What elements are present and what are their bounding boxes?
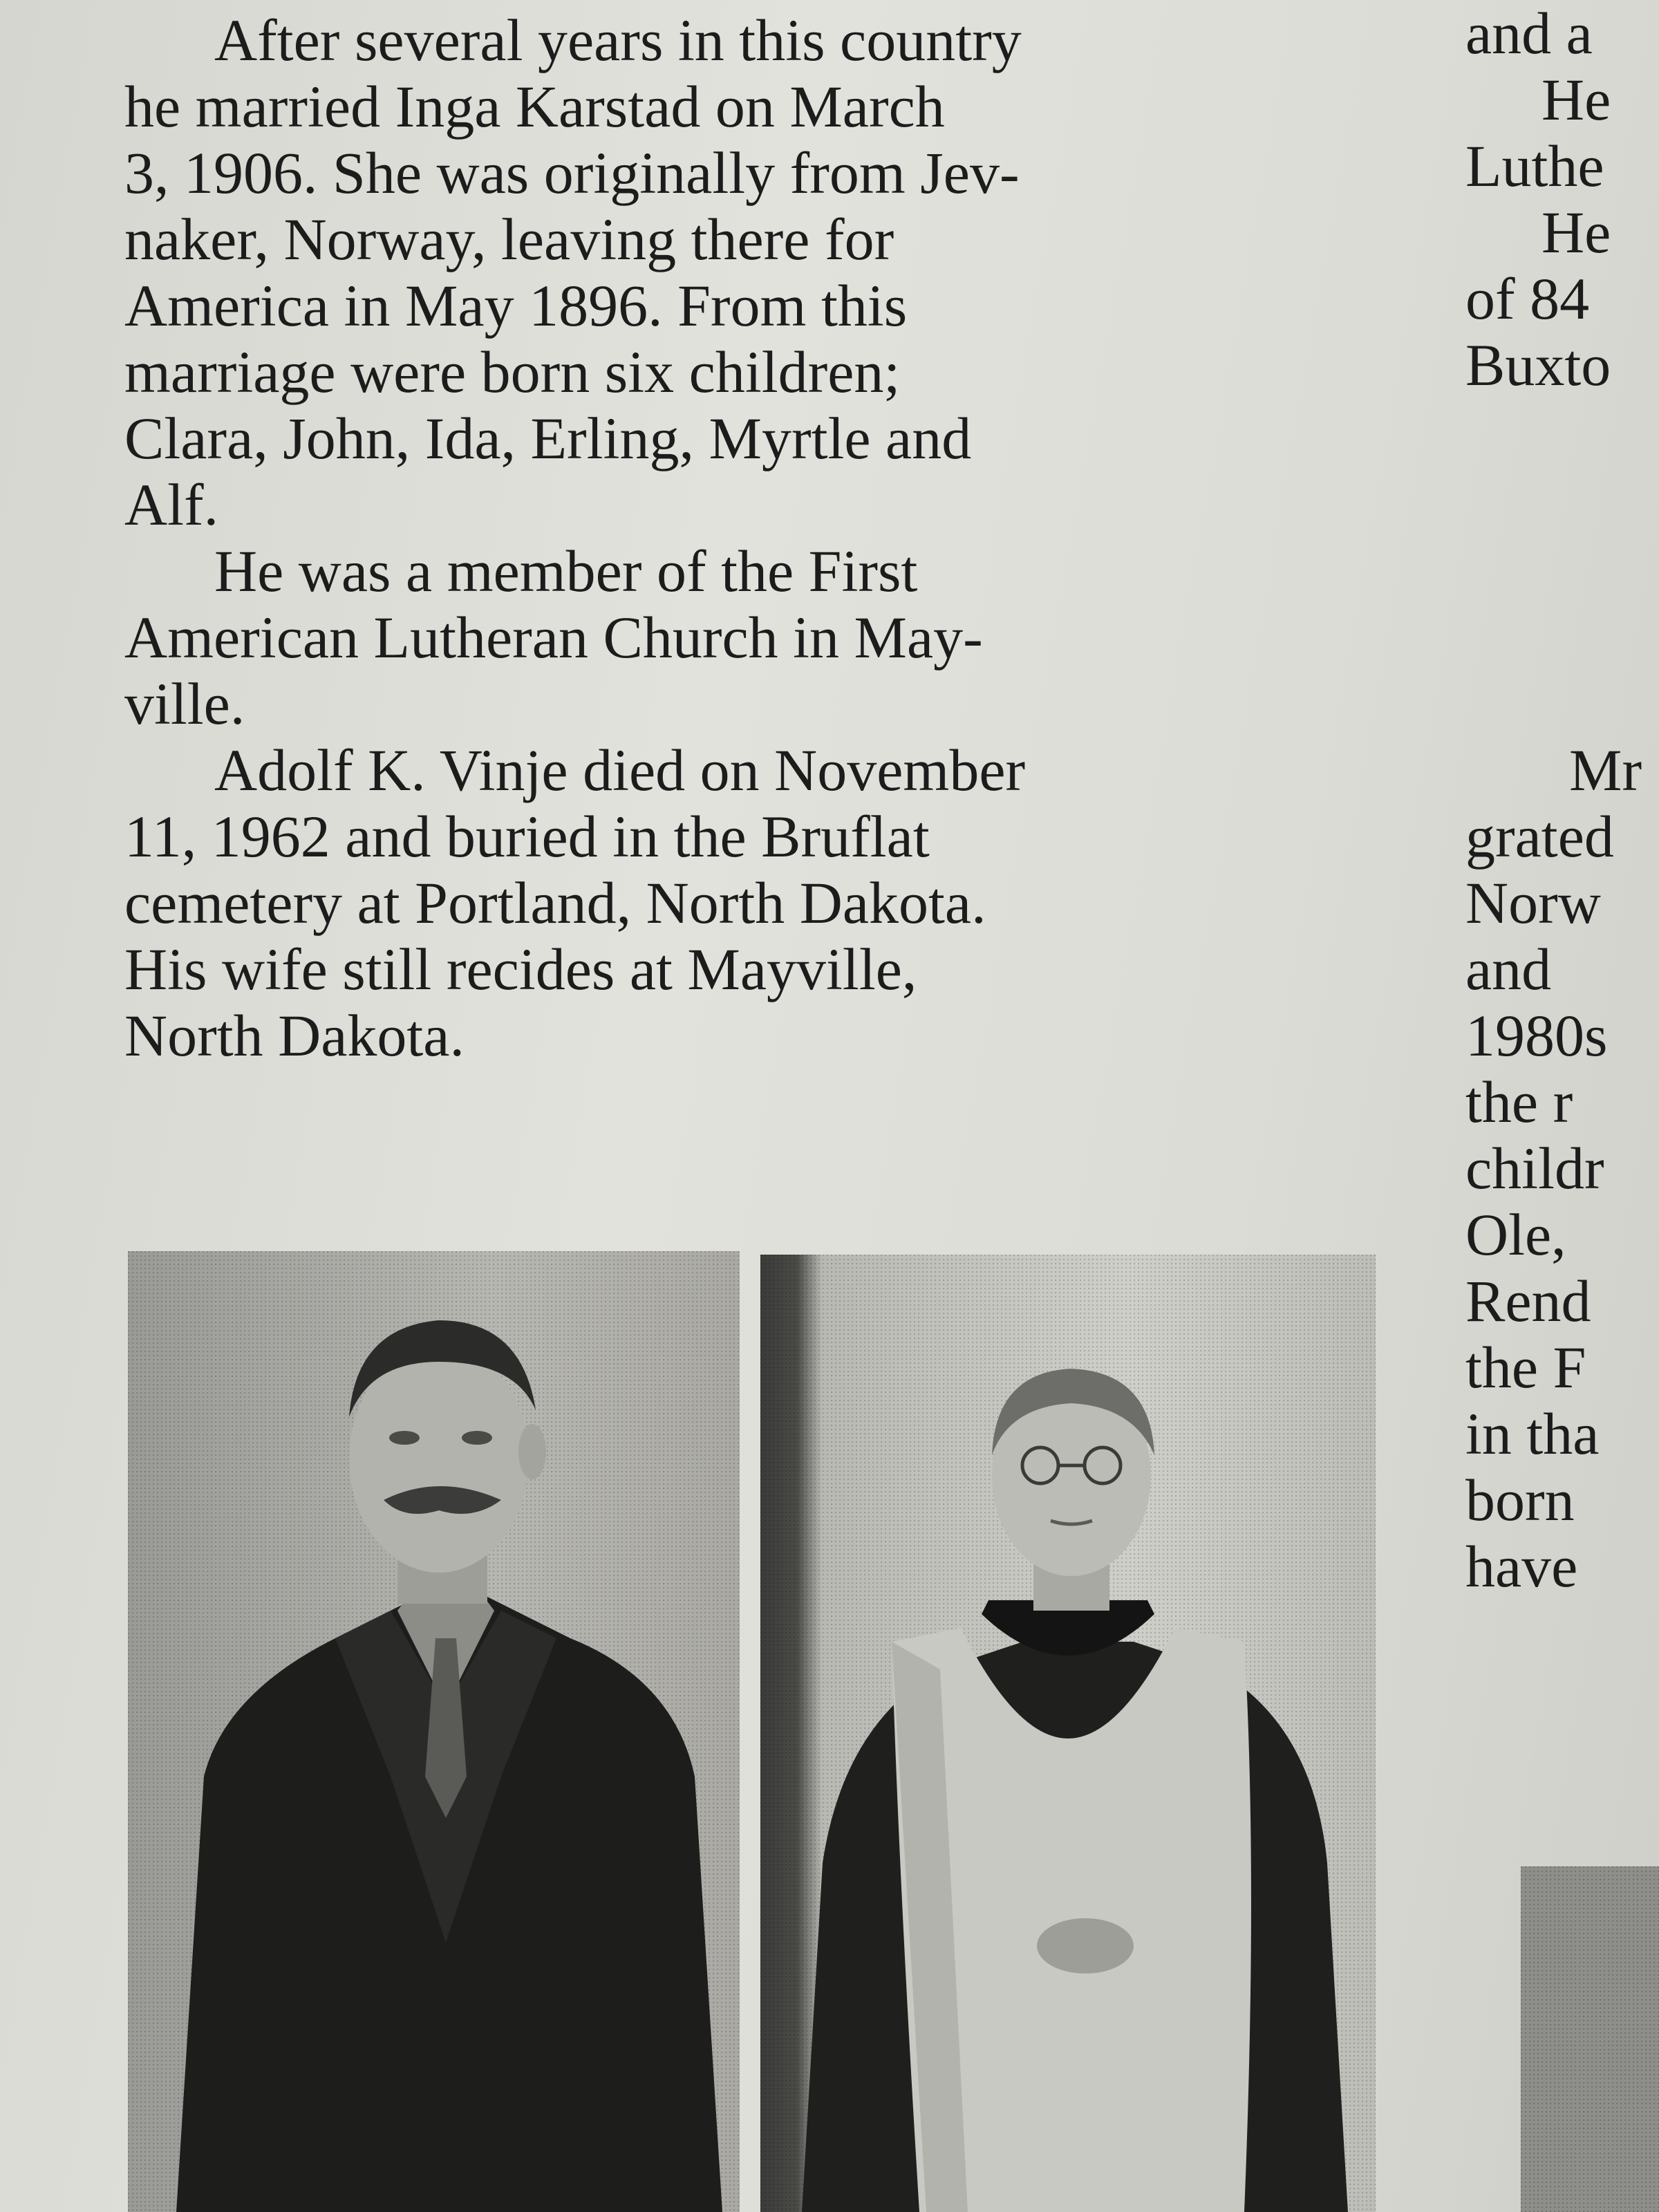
text-line: Clara, John, Ida, Erling, Myrtle and: [124, 405, 972, 471]
text-line: American Lutheran Church in May-: [124, 604, 983, 671]
text-line: He: [1541, 66, 1611, 133]
text-line: and: [1465, 936, 1552, 1002]
text-line: His wife still recides at Mayville,: [124, 936, 917, 1002]
text-line: Rend: [1465, 1268, 1591, 1334]
text-line: in tha: [1465, 1400, 1600, 1467]
text-line: Buxto: [1465, 332, 1611, 398]
text-line: and a: [1465, 0, 1593, 66]
text-line: born: [1465, 1467, 1575, 1533]
text-line: Mr: [1569, 737, 1642, 803]
text-line: 3, 1906. She was originally from Jev-: [124, 140, 1020, 206]
text-line: 1980s: [1465, 1002, 1608, 1069]
text-line: America in May 1896. From this: [124, 272, 908, 339]
text-line: After several years in this country: [214, 7, 1022, 73]
text-line: He: [1541, 199, 1611, 265]
paragraph-marriage: [124, 7, 1355, 538]
text-line: Luthe: [1465, 133, 1604, 199]
woman-figure-illustration: [760, 1255, 1376, 2212]
text-line: ville.: [124, 671, 245, 737]
portrait-photo-woman: [760, 1255, 1376, 2212]
text-line: of 84: [1465, 265, 1590, 332]
text-line: North Dakota.: [124, 1002, 465, 1069]
text-line: he married Inga Karstad on March: [124, 73, 945, 140]
text-line: Alf.: [124, 471, 219, 538]
text-line: cemetery at Portland, North Dakota.: [124, 870, 986, 936]
text-line: He was a member of the First: [214, 538, 918, 604]
text-line: Norw: [1465, 870, 1601, 936]
text-line: the r: [1465, 1069, 1573, 1135]
main-text-column: [124, 0, 1355, 1069]
text-line: grated: [1465, 803, 1614, 870]
text-line: Adolf K. Vinje died on November: [214, 737, 1026, 803]
text-line: Ole,: [1465, 1201, 1566, 1268]
text-line: 11, 1962 and buried in the Bruflat: [124, 803, 930, 870]
paragraph-death: [124, 737, 1355, 1069]
man-figure-illustration: [128, 1251, 740, 2212]
paragraph-church: [124, 538, 1355, 737]
partial-photo-right: [1521, 1866, 1659, 2212]
portrait-photo-man: [128, 1251, 740, 2212]
text-line: childr: [1465, 1135, 1604, 1201]
text-line: the F: [1465, 1334, 1586, 1400]
text-line: have: [1465, 1533, 1578, 1600]
text-line: marriage were born six children;: [124, 339, 901, 405]
right-text-column-cropped: [1465, 0, 1659, 1600]
text-line: naker, Norway, leaving there for: [124, 206, 894, 272]
